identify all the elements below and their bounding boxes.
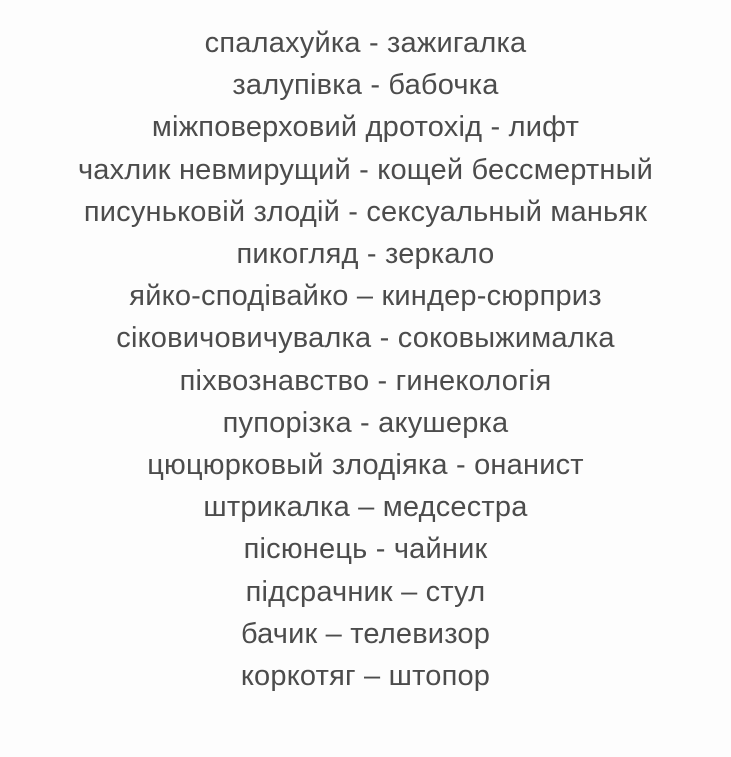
- word-pair-line: сіковичовичувалка - соковыжималка: [116, 322, 615, 355]
- word-pair-line: коркотяг – штопор: [240, 660, 491, 693]
- word-pair-line: яйко-сподівайко – киндер-сюрприз: [129, 280, 602, 313]
- word-pair-line: штрикалка – медсестра: [203, 491, 528, 524]
- word-pair-line: бачик – телевизор: [240, 617, 491, 650]
- word-pair-line: чахлик невмирущий - кощей бессмертный: [77, 153, 654, 186]
- word-pair-line: цюцюрковый злодіяка - онанист: [147, 449, 584, 482]
- word-pair-line: підсрачник – стул: [245, 575, 486, 608]
- word-pair-line: пісюнець - чайник: [243, 533, 488, 566]
- word-pair-line: спалахуйка - зажигалка: [204, 27, 527, 59]
- word-pair-line: піхвознавство - гинекологія: [179, 364, 552, 397]
- word-pair-line: міжповерховий дротохід - лифт: [151, 111, 580, 144]
- word-pair-line: залупівка - бабочка: [232, 69, 499, 102]
- word-pair-line: писуньковій злодій - сексуальный маньяк: [83, 195, 648, 228]
- word-pair-line: пупорізка - акушерка: [222, 406, 509, 439]
- word-pair-line: пикогляд - зеркало: [236, 238, 495, 271]
